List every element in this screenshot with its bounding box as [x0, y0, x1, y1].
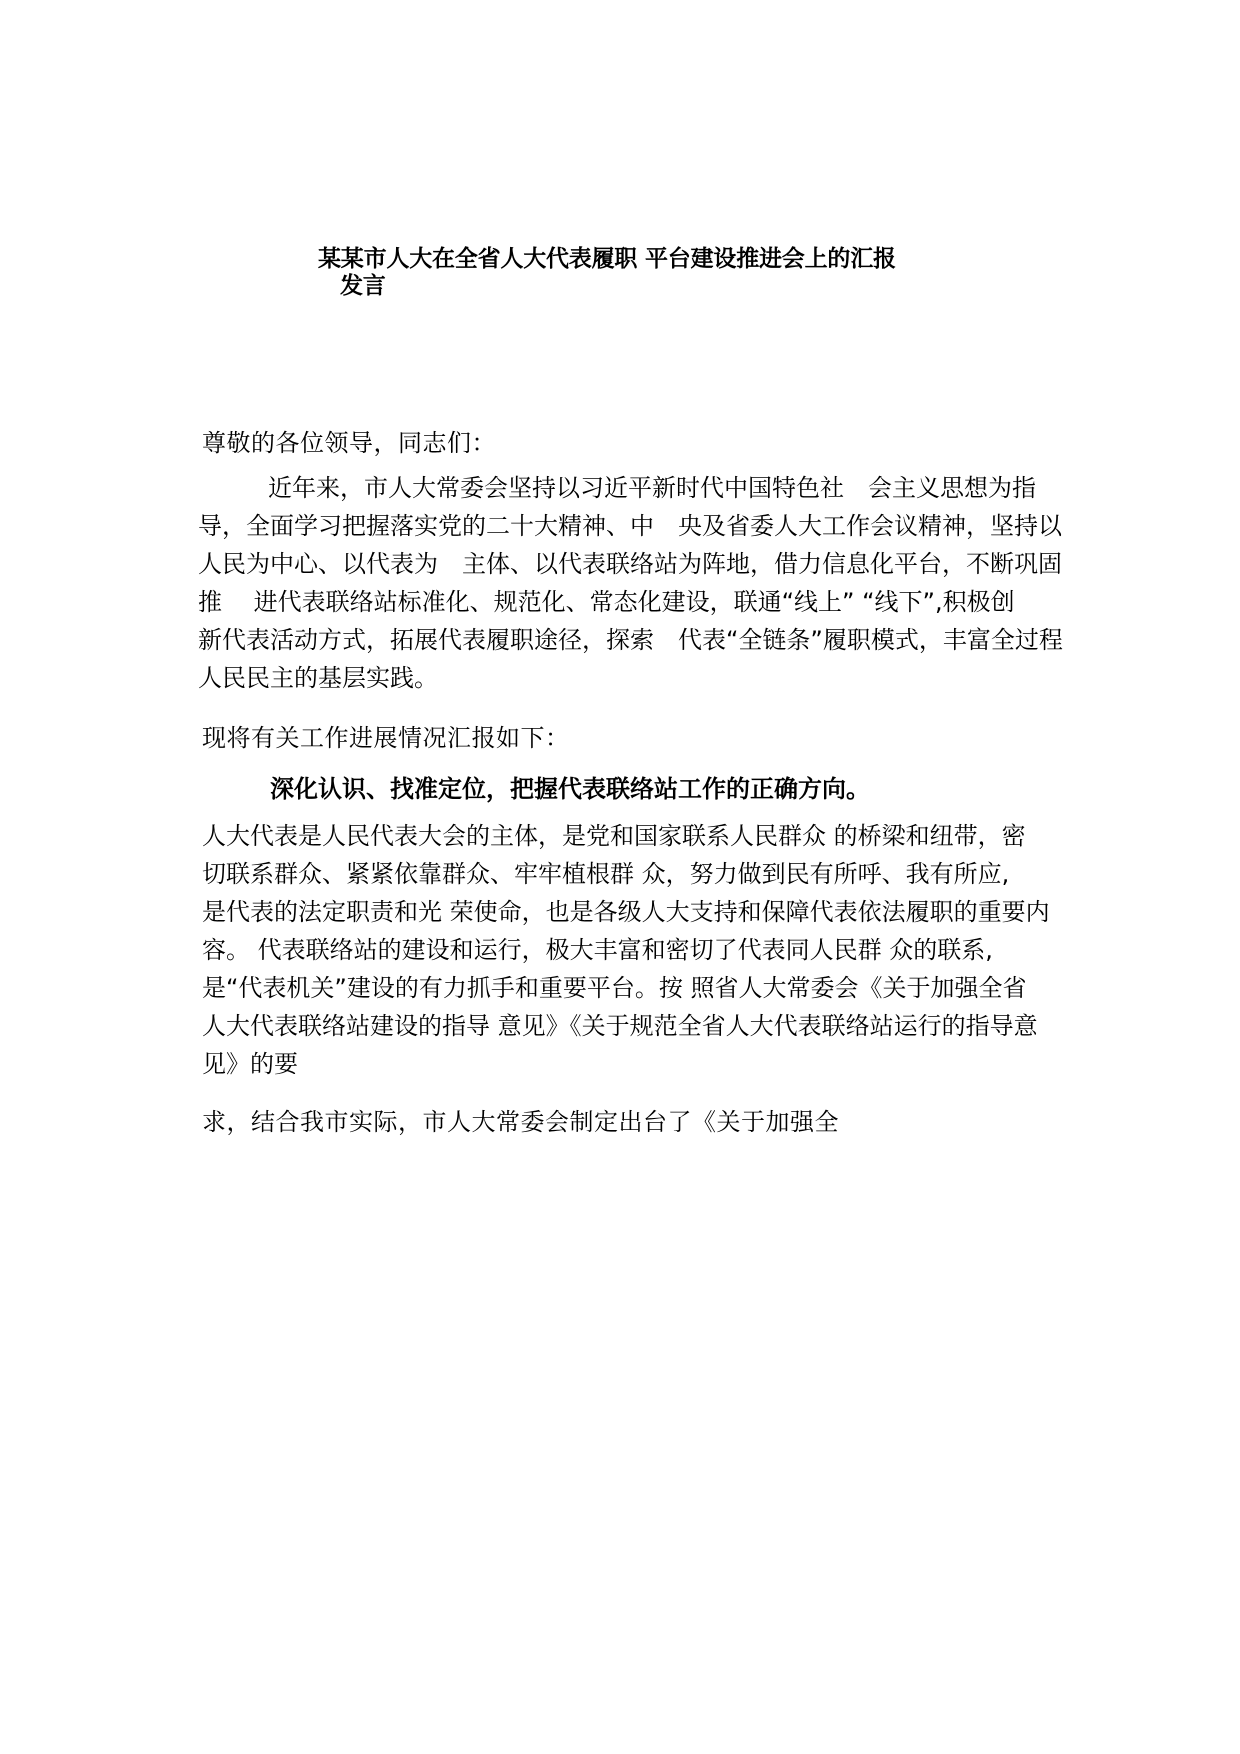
paragraph-line: 是代表的法定职责和光 荣使命，也是各级人大支持和保障代表依法履职的重要内 — [202, 898, 1050, 926]
salutation: 尊敬的各位领导，同志们： — [202, 429, 496, 457]
paragraph-line: 新代表活动方式，拓展代表履职途径，探索 代表“全链条”履职模式，丰富全过程 — [198, 626, 1063, 654]
paragraph-intro — [198, 469, 1063, 697]
paragraph-section-body — [202, 817, 1050, 1083]
paragraph-line: 切联系群众、紧紧依靠群众、牢牢植根群 众，努力做到民有所呼、我有所应, — [202, 860, 1010, 888]
title-line-2: 发言 — [340, 273, 386, 299]
report-intro: 现将有关工作进展情况汇报如下： — [202, 724, 570, 752]
paragraph-line: 人大代表联络站建设的指导 意见》《关于规范全省人大代表联络站运行的指导意 — [202, 1012, 1038, 1040]
paragraph-line: 是“代表机关”建设的有力抓手和重要平台。按 照省人大常委会《关于加强全省 — [202, 974, 1027, 1002]
paragraph-line: 人民为中心、以代表为 主体、以代表联络站为阵地，借力信息化平台，不断巩固 — [198, 550, 1062, 578]
paragraph-line: 近年来，市人大常委会坚持以习近平新时代中国特色社 会主义思想为指 — [268, 474, 1036, 502]
paragraph-line: 导，全面学习把握落实党的二十大精神、中 央及省委人大工作会议精神，坚持以 — [198, 512, 1062, 540]
section-heading: 深化认识、找准定位，把握代表联络站工作的正确方向。 — [270, 775, 870, 803]
title-line-1: 某某市人大在全省人大代表履职 平台建设推进会上的汇报 — [318, 246, 896, 272]
paragraph-line: 人大代表是人民代表大会的主体，是党和国家联系人民群众 的桥梁和纽带，密 — [202, 822, 1026, 850]
paragraph-line: 推 进代表联络站标准化、规范化、常态化建设，联通“线上” “线下”,积极创 — [198, 588, 1015, 616]
paragraph-line: 见》的要 — [202, 1050, 298, 1078]
document-title — [318, 246, 958, 300]
paragraph-continuation: 求，结合我市实际，市人大常委会制定出台了《关于加强全 — [202, 1108, 839, 1136]
paragraph-line: 容。 代表联络站的建设和运行，极大丰富和密切了代表同人民群 众的联系, — [202, 936, 993, 964]
paragraph-line: 人民民主的基层实践。 — [198, 664, 438, 692]
